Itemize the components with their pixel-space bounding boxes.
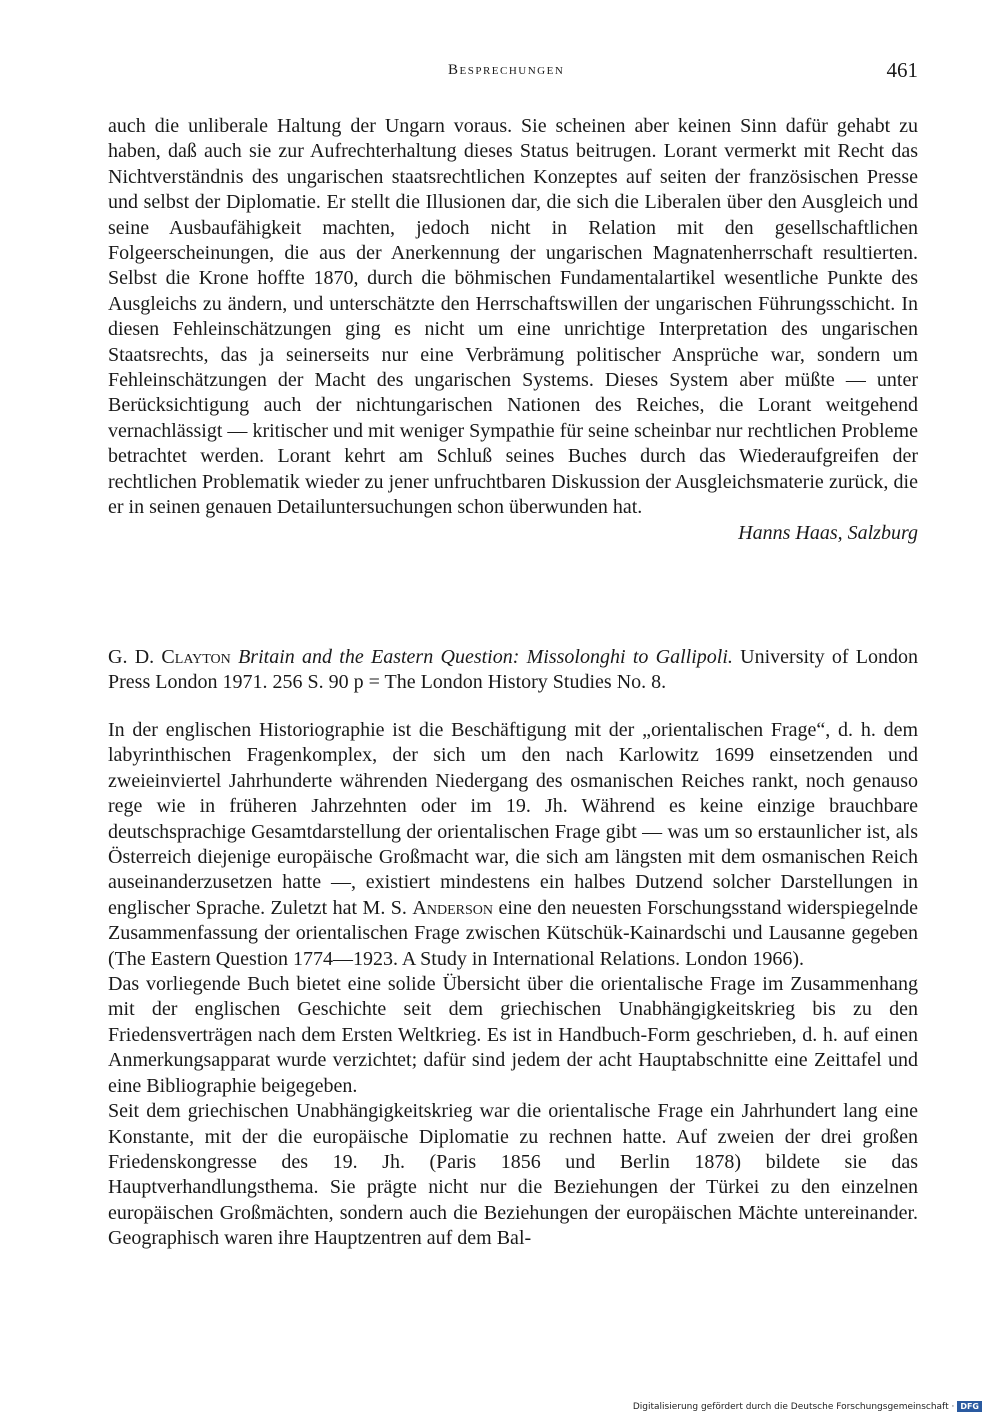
review-1-body: auch die unliberale Haltung der Ungarn voraus. Sie scheinen aber keinen Sinn dafür gehabt zu haben, daß auch sie zur Aufrechterhaltung dieses Status beitrugen. Lorant vermerkt mit Recht das Nichtverständnis des ungarischen staatsrechtlichen Konzeptes auf seiten der französischen Presse und selbst der Diplomatie. Er stellt die Illusionen dar, die sich die Liberalen über den Ausgleich und seine Ausbaufähigkeit machten, jedoch nicht in Relation mit den gesellschaftlichen Folgeerscheinungen, die aus der Anerkennung der ungarischen Magnatenherrschaft resultierten. Selbst die Krone hoffte 1870, durch die böhmischen Fundamentalartikel wesentliche Punkte des Ausgleichs zu ändern, und unterschätzte den Herrschaftswillen der ungarischen Führungsschicht. In diesen Fehleinschätzungen ging es nicht um eine unrichtige Interpretation des ungarischen Staatsrechts, das ja seinerseits nur eine Verbrämung politischer Ansprüche war, sondern um Fehleinschätzungen der Macht des ungarischen Systems. Dieses System aber müßte — unter Berücksichtigung auch der nichtungarischen Nationen des Reiches, die Lorant weitgehend vernachlässigt — kritischer und mit weniger Sympathie für seine scheinbar nur rechtlichen Probleme betrachtet werden. Lorant kehrt am Schluß seines Buches durch das Wiederaufgreifen der rechtlichen Problematik wieder zu jener unfruchtbaren Diskussion der Ausgleichsmaterie zurück, die er in seinen genauen Detailuntersuchungen schon überwunden hat. <box>108 115 918 519</box>
review-2-citation <box>108 645 918 696</box>
page-number: 461 <box>886 58 918 82</box>
person-name: Anderson <box>412 896 493 919</box>
citation <box>108 645 918 696</box>
page-header <box>108 58 918 88</box>
review-2 <box>108 718 918 1252</box>
digitization-footer <box>633 1401 982 1412</box>
review-2-paragraph-3: Seit dem griechischen Unabhängigkeitskrieg war die orientalische Frage ein Jahrhundert lang eine Konstante, mit der die europäische Diplomatie zu rechnen hatte. Auf zweien der drei großen Friedenskongresse des 19. Jh. (Paris 1856 und Berlin 1878) bildete sie das Hauptverhandlungsthema. Sie prägte nicht nur die Beziehungen der Türkei zu den einzelnen europäischen Großmächten, sondern auch die Beziehungen der europäischen Mächte untereinander. Geographisch waren ihre Hauptzentren auf dem Bal- <box>108 1100 918 1250</box>
review-1-signature: Hanns Haas, Salzburg <box>738 521 918 544</box>
review-2-paragraph-1: In der englischen Historiographie ist die Beschäftigung mit der „orientalischen Frage“, d. h. dem labyrinthischen Fragenkomplex, der sich um den nach Karlowitz 1699 einsetzenden und zweieinviertel Jahrhunderte währenden Niedergang des osmanischen Reiches rankt, noch genauso rege wie in früheren Jahrzehnten oder im 19. Jh. Während es keine einzige brauchbare deutschsprachige Gesamtdarstellung der orientalischen Frage gibt — was um so erstaunlicher ist, als Österreich diejenige europäische Großmacht war, die sich am längsten mit dem osmanischen Reich auseinanderzusetzen hatte —, existiert mindestens ein halbes Dutzend solcher Darstellungen in englischer Sprache. Zuletzt hat M. S. Anderson eine den neuesten Forschungsstand widerspiegelnde Zusammenfassung der orientalischen Frage zwischen Kütschük-Kainardschi und Lausanne gegeben (The Eastern Question 1774—1923. A Study in International Relations. London 1966). <box>108 719 919 970</box>
citation-title: Britain and the Eastern Question: Missolonghi to Gallipoli. <box>238 646 733 668</box>
running-head: Besprechungen <box>448 62 565 78</box>
citation-publication: University of London Press London 1971. 256 S. 90 p = The London History Studies No. 8. <box>108 646 919 694</box>
citation-author: G. D. Clayton <box>108 646 231 668</box>
review-2-paragraph-2: Das vorliegende Buch bietet eine solide Übersicht über die orientalische Frage im Zusammenhang mit der englischen Geschichte seit dem griechischen Unabhängigkeitskrieg bis zu den Friedensverträgen nach dem Ersten Weltkrieg. Es ist in Handbuch-Form geschrieben, d. h. auf einen Anmerkungsapparat wurde verzichtet; dafür sind jedem der acht Hauptabschnitte eine Zeittafel und eine Bibliographie beigegeben. <box>108 973 918 1097</box>
footer-text: Digitalisierung gefördert durch die Deutsche Forschungsgemeinschaft · <box>632 1402 955 1412</box>
dfg-logo: DFG <box>957 1401 982 1412</box>
review-1 <box>108 114 918 546</box>
